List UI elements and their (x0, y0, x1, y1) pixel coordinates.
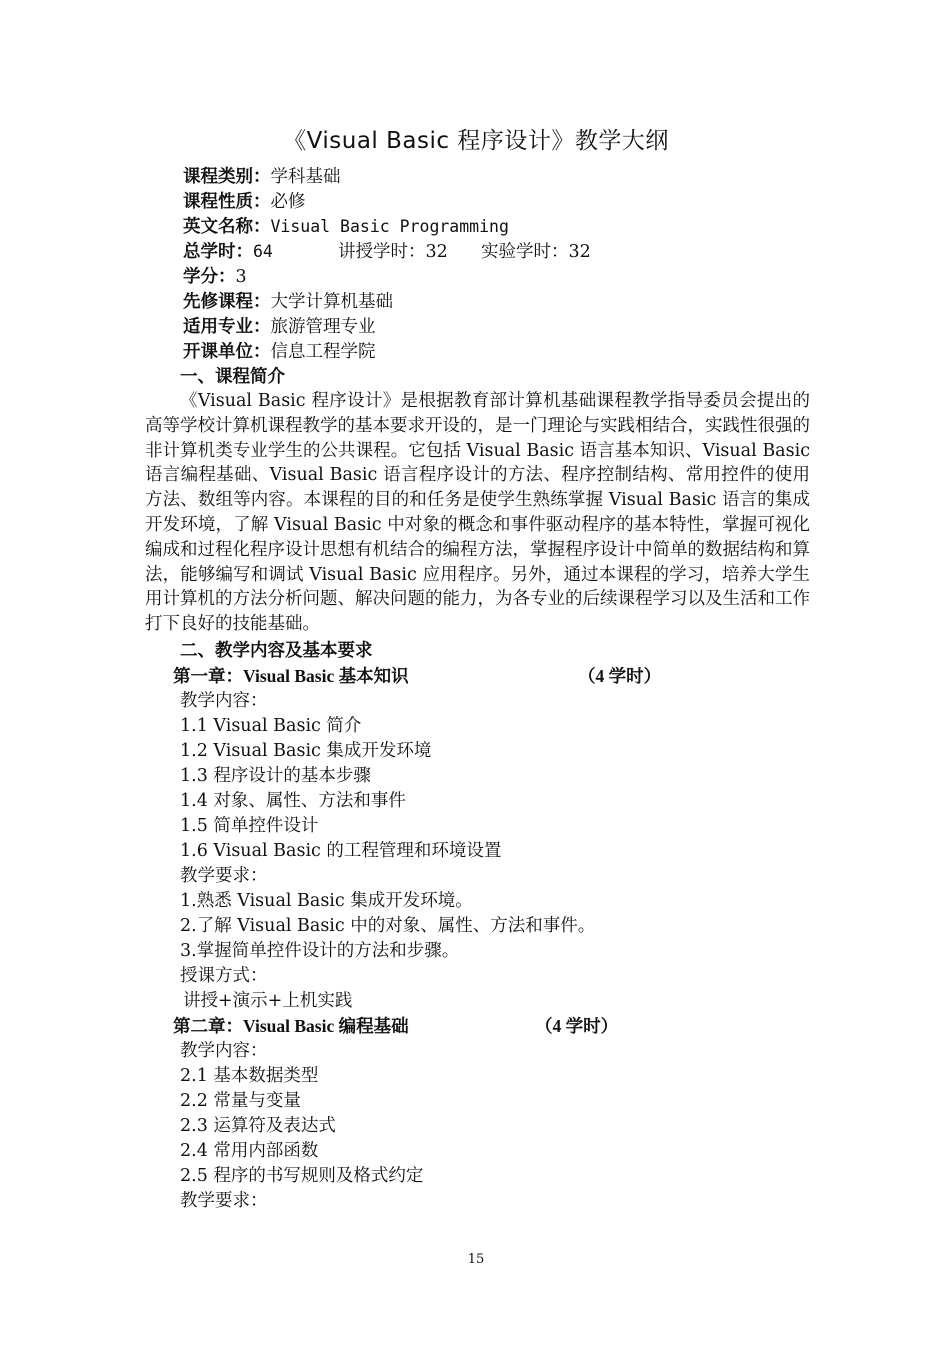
chapter-2-content-item: 2.4 常用内部函数 (180, 1141, 319, 1161)
meta-hours: 总学时：64 讲授学时：32 实验学时：32 (183, 242, 591, 262)
chapter-1-hours: （4 学时） (578, 666, 662, 686)
meta-english-name: 英文名称：Visual Basic Programming (183, 217, 509, 237)
section-heading-content: 二、教学内容及基本要求 (180, 641, 373, 661)
chapter-2-content-item: 2.2 常量与变量 (180, 1091, 301, 1111)
meta-unit: 开课单位：信息工程学院 (183, 342, 376, 362)
meta-category: 课程类别：学科基础 (183, 167, 341, 187)
chapter-1-method: 讲授+演示+上机实践 (183, 991, 353, 1011)
chapter-1-requirement: 2.了解 Visual Basic 中的对象、属性、方法和事件。 (180, 916, 596, 936)
document-title: 《Visual Basic 程序设计》教学大纲 (283, 128, 669, 154)
meta-major: 适用专业：旅游管理专业 (183, 317, 376, 337)
chapter-1-content-item: 1.6 Visual Basic 的工程管理和环境设置 (180, 841, 502, 861)
chapter-1-content-item: 1.3 程序设计的基本步骤 (180, 766, 371, 786)
chapter-1-content-item: 1.5 简单控件设计 (180, 816, 319, 836)
chapter-1-requirement: 3.掌握简单控件设计的方法和步骤。 (180, 941, 460, 961)
chapter-2-heading: 第二章：Visual Basic 编程基础 （4 学时） (173, 1016, 619, 1036)
chapter-2-content-item: 2.3 运算符及表达式 (180, 1116, 336, 1136)
page-number: 15 (467, 1252, 485, 1267)
meta-nature: 课程性质：必修 (183, 192, 306, 212)
chapter-2-content-label: 教学内容： (180, 1041, 268, 1061)
chapter-1-content-item: 1.2 Visual Basic 集成开发环境 (180, 741, 432, 761)
chapter-2-content-item: 2.5 程序的书写规则及格式约定 (180, 1166, 424, 1186)
meta-lecture-hours: 讲授学时：32 (338, 242, 448, 262)
meta-credit: 学分：3 (183, 267, 247, 287)
chapter-1-content-item: 1.1 Visual Basic 简介 (180, 716, 362, 736)
chapter-1-heading: 第一章：Visual Basic 基本知识 （4 学时） (173, 666, 662, 686)
meta-prerequisite: 先修课程：大学计算机基础 (183, 292, 393, 312)
chapter-2-hours: （4 学时） (535, 1016, 619, 1036)
intro-paragraph: 《Visual Basic 程序设计》是根据教育部计算机基础课程教学指导委员会提出的高等学校计算机课程教学的基本要求开设的，是一门理论与实践相结合，实践性很强的非计算机类专业学生的公共课程。它包括 Visual Basic 语言基本知识、Visual Basic 语言编程基础、Visual Basic 语言程序设计的方法、程序控制结构、常用控件的使用方法、数组等内容。本课程的目的和任务是使学生熟练掌握 Visual Basic 语言的集成开发环境，了解 Visual Basic 中对象的概念和事件驱动程序的基本特性，掌握可视化编成和过程化程序设计思想有机结合的编程方法，掌握程序设计中简单的数据结构和算法，能够编写和调试 Visual Basic 应用程序。另外，通过本课程的学习，培养大学生用计算机的方法分析问题、解决问题的能力，为各专业的后续课程学习以及生活和工作打下良好的技能基础。 (145, 391, 810, 635)
chapter-1-requirement: 1.熟悉 Visual Basic 集成开发环境。 (180, 891, 473, 911)
chapter-1-requirements-label: 教学要求： (180, 866, 268, 886)
chapter-1-content-item: 1.4 对象、属性、方法和事件 (180, 791, 406, 811)
chapter-1-content-label: 教学内容： (180, 691, 268, 711)
chapter-1-method-label: 授课方式： (180, 966, 268, 986)
chapter-2-content-item: 2.1 基本数据类型 (180, 1066, 319, 1086)
section-heading-intro: 一、课程简介 (180, 367, 285, 387)
meta-lab-hours: 实验学时：32 (481, 242, 591, 262)
chapter-2-requirements-label: 教学要求： (180, 1191, 268, 1211)
